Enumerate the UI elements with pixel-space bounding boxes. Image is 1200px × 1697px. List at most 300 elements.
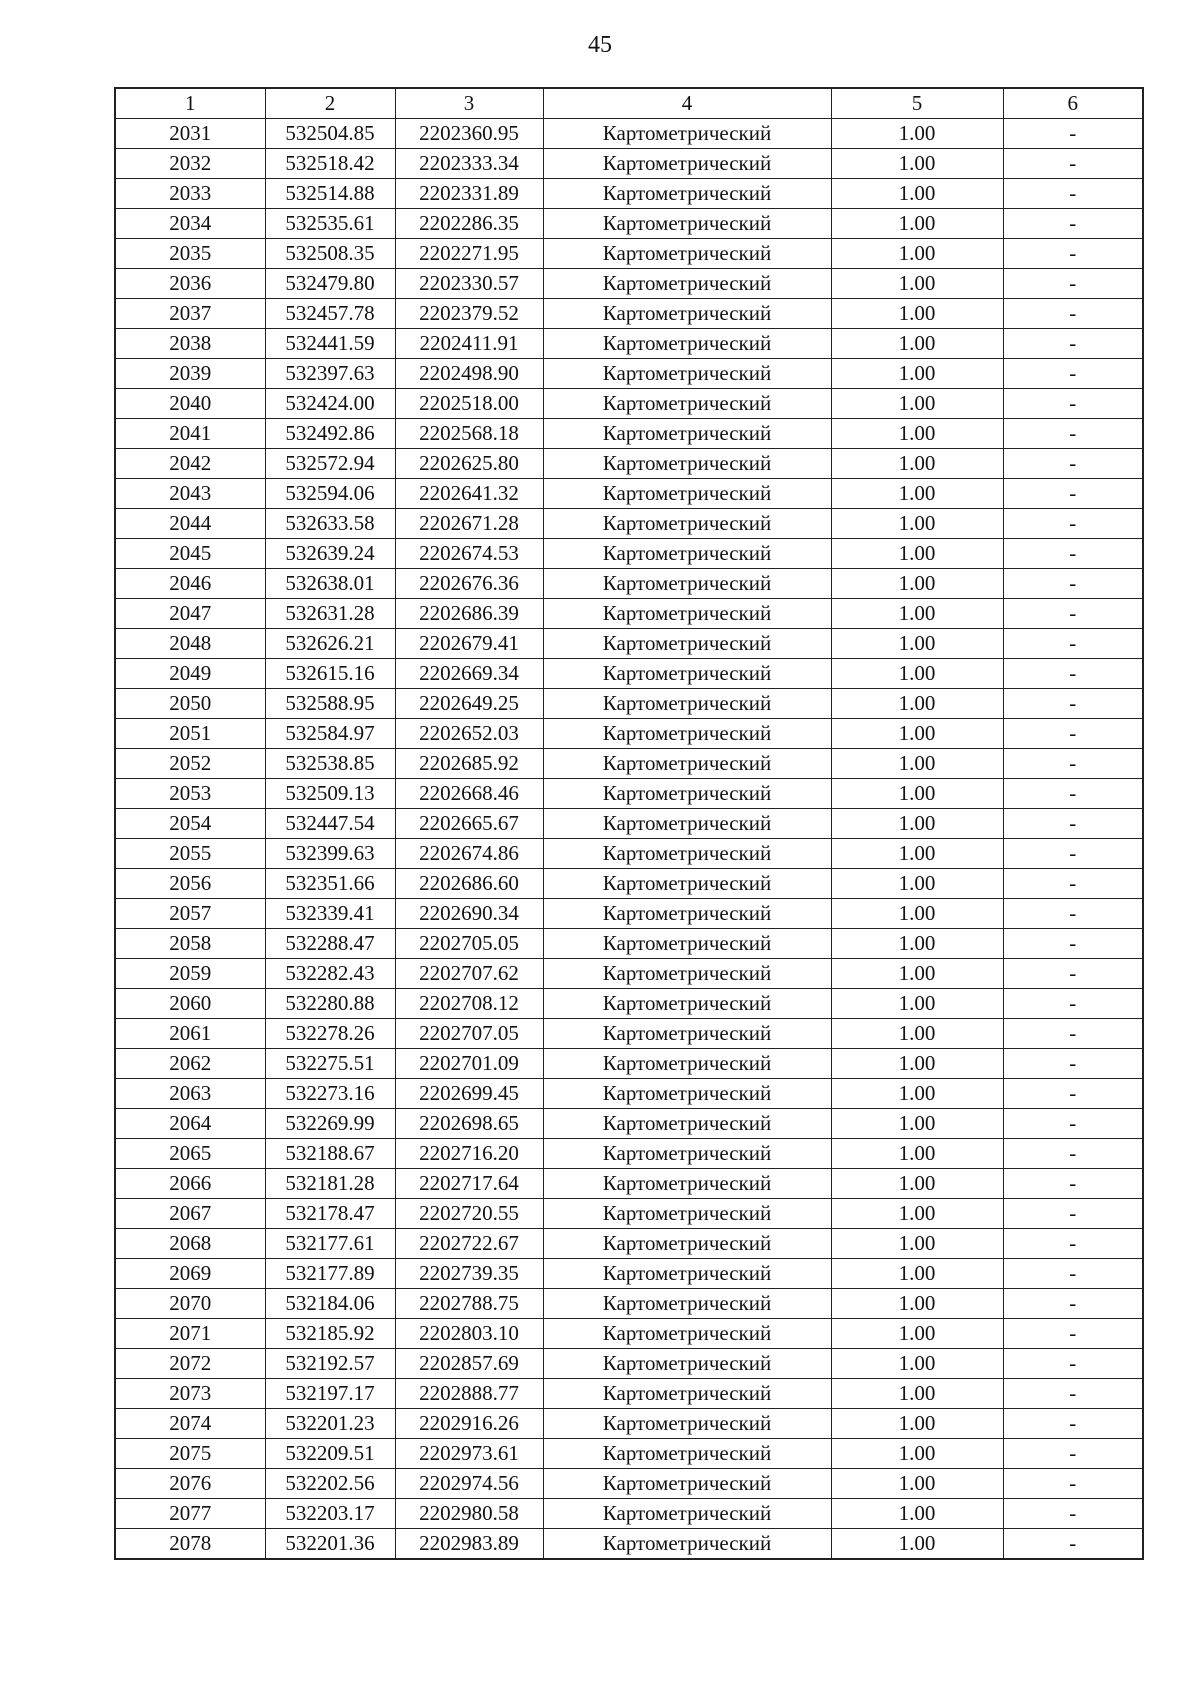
y-coordinate-cell: 2202625.80	[395, 449, 543, 479]
method-cell: Картометрический	[543, 479, 831, 509]
method-cell: Картометрический	[543, 719, 831, 749]
x-coordinate-cell: 532424.00	[265, 389, 395, 419]
method-cell: Картометрический	[543, 209, 831, 239]
method-cell: Картометрический	[543, 1289, 831, 1319]
accuracy-cell: 1.00	[831, 719, 1003, 749]
table-row	[115, 959, 1143, 989]
x-coordinate-cell: 532178.47	[265, 1199, 395, 1229]
y-coordinate-cell: 2202271.95	[395, 239, 543, 269]
accuracy-cell: 1.00	[831, 1199, 1003, 1229]
note-cell: -	[1003, 1139, 1143, 1169]
table-row	[115, 509, 1143, 539]
note-cell: -	[1003, 209, 1143, 239]
y-coordinate-cell: 2202330.57	[395, 269, 543, 299]
table-row	[115, 1139, 1143, 1169]
x-coordinate-cell: 532288.47	[265, 929, 395, 959]
x-coordinate-cell: 532518.42	[265, 149, 395, 179]
x-coordinate-cell: 532535.61	[265, 209, 395, 239]
table-row	[115, 869, 1143, 899]
y-coordinate-cell: 2202701.09	[395, 1049, 543, 1079]
note-cell: -	[1003, 179, 1143, 209]
y-coordinate-cell: 2202652.03	[395, 719, 543, 749]
method-cell: Картометрический	[543, 989, 831, 1019]
method-cell: Картометрический	[543, 779, 831, 809]
method-cell: Картометрический	[543, 1469, 831, 1499]
note-cell: -	[1003, 1349, 1143, 1379]
method-cell: Картометрический	[543, 1499, 831, 1529]
table-row	[115, 239, 1143, 269]
accuracy-cell: 1.00	[831, 959, 1003, 989]
accuracy-cell: 1.00	[831, 779, 1003, 809]
accuracy-cell: 1.00	[831, 149, 1003, 179]
x-coordinate-cell: 532201.23	[265, 1409, 395, 1439]
point-number-cell: 2077	[115, 1499, 265, 1529]
y-coordinate-cell: 2202674.53	[395, 539, 543, 569]
x-coordinate-cell: 532351.66	[265, 869, 395, 899]
x-coordinate-cell: 532447.54	[265, 809, 395, 839]
table-row	[115, 479, 1143, 509]
table-row	[115, 1439, 1143, 1469]
point-number-cell: 2067	[115, 1199, 265, 1229]
point-number-cell: 2035	[115, 239, 265, 269]
y-coordinate-cell: 2202568.18	[395, 419, 543, 449]
note-cell: -	[1003, 1319, 1143, 1349]
x-coordinate-cell: 532181.28	[265, 1169, 395, 1199]
table-row	[115, 1499, 1143, 1529]
note-cell: -	[1003, 839, 1143, 869]
note-cell: -	[1003, 239, 1143, 269]
point-number-cell: 2068	[115, 1229, 265, 1259]
x-coordinate-cell: 532282.43	[265, 959, 395, 989]
accuracy-cell: 1.00	[831, 389, 1003, 419]
method-cell: Картометрический	[543, 809, 831, 839]
method-cell: Картометрический	[543, 1319, 831, 1349]
point-number-cell: 2065	[115, 1139, 265, 1169]
table-row	[115, 929, 1143, 959]
method-cell: Картометрический	[543, 1379, 831, 1409]
method-cell: Картометрический	[543, 329, 831, 359]
x-coordinate-cell: 532203.17	[265, 1499, 395, 1529]
point-number-cell: 2048	[115, 629, 265, 659]
method-cell: Картометрический	[543, 899, 831, 929]
note-cell: -	[1003, 269, 1143, 299]
point-number-cell: 2044	[115, 509, 265, 539]
table-row	[115, 1079, 1143, 1109]
y-coordinate-cell: 2202671.28	[395, 509, 543, 539]
y-coordinate-cell: 2202686.60	[395, 869, 543, 899]
method-cell: Картометрический	[543, 419, 831, 449]
method-cell: Картометрический	[543, 269, 831, 299]
x-coordinate-cell: 532278.26	[265, 1019, 395, 1049]
accuracy-cell: 1.00	[831, 1019, 1003, 1049]
accuracy-cell: 1.00	[831, 899, 1003, 929]
method-cell: Картометрический	[543, 1109, 831, 1139]
note-cell: -	[1003, 329, 1143, 359]
y-coordinate-cell: 2202705.05	[395, 929, 543, 959]
accuracy-cell: 1.00	[831, 359, 1003, 389]
x-coordinate-cell: 532397.63	[265, 359, 395, 389]
accuracy-cell: 1.00	[831, 1469, 1003, 1499]
y-coordinate-cell: 2202974.56	[395, 1469, 543, 1499]
table-row	[115, 1169, 1143, 1199]
table-row	[115, 1019, 1143, 1049]
accuracy-cell: 1.00	[831, 1349, 1003, 1379]
table-row	[115, 809, 1143, 839]
x-coordinate-cell: 532280.88	[265, 989, 395, 1019]
accuracy-cell: 1.00	[831, 929, 1003, 959]
note-cell: -	[1003, 809, 1143, 839]
method-cell: Картометрический	[543, 1049, 831, 1079]
y-coordinate-cell: 2202518.00	[395, 389, 543, 419]
method-cell: Картометрический	[543, 869, 831, 899]
point-number-cell: 2078	[115, 1529, 265, 1560]
note-cell: -	[1003, 869, 1143, 899]
x-coordinate-cell: 532188.67	[265, 1139, 395, 1169]
x-coordinate-cell: 532269.99	[265, 1109, 395, 1139]
note-cell: -	[1003, 659, 1143, 689]
table-row	[115, 1319, 1143, 1349]
point-number-cell: 2074	[115, 1409, 265, 1439]
accuracy-cell: 1.00	[831, 809, 1003, 839]
x-coordinate-cell: 532479.80	[265, 269, 395, 299]
y-coordinate-cell: 2202722.67	[395, 1229, 543, 1259]
accuracy-cell: 1.00	[831, 1379, 1003, 1409]
point-number-cell: 2037	[115, 299, 265, 329]
table-row	[115, 599, 1143, 629]
point-number-cell: 2064	[115, 1109, 265, 1139]
y-coordinate-cell: 2202716.20	[395, 1139, 543, 1169]
note-cell: -	[1003, 119, 1143, 149]
table-row	[115, 569, 1143, 599]
point-number-cell: 2045	[115, 539, 265, 569]
y-coordinate-cell: 2202669.34	[395, 659, 543, 689]
accuracy-cell: 1.00	[831, 1139, 1003, 1169]
point-number-cell: 2061	[115, 1019, 265, 1049]
x-coordinate-cell: 532209.51	[265, 1439, 395, 1469]
method-cell: Картометрический	[543, 569, 831, 599]
x-coordinate-cell: 532639.24	[265, 539, 395, 569]
table-row	[115, 1409, 1143, 1439]
table-row	[115, 659, 1143, 689]
y-coordinate-cell: 2202698.65	[395, 1109, 543, 1139]
x-coordinate-cell: 532399.63	[265, 839, 395, 869]
note-cell: -	[1003, 1529, 1143, 1560]
accuracy-cell: 1.00	[831, 1229, 1003, 1259]
x-coordinate-cell: 532197.17	[265, 1379, 395, 1409]
x-coordinate-cell: 532201.36	[265, 1529, 395, 1560]
point-number-cell: 2056	[115, 869, 265, 899]
note-cell: -	[1003, 1109, 1143, 1139]
y-coordinate-cell: 2202983.89	[395, 1529, 543, 1560]
y-coordinate-cell: 2202498.90	[395, 359, 543, 389]
accuracy-cell: 1.00	[831, 539, 1003, 569]
accuracy-cell: 1.00	[831, 509, 1003, 539]
method-cell: Картометрический	[543, 1169, 831, 1199]
table-row	[115, 719, 1143, 749]
point-number-cell: 2071	[115, 1319, 265, 1349]
y-coordinate-cell: 2202720.55	[395, 1199, 543, 1229]
accuracy-cell: 1.00	[831, 869, 1003, 899]
point-number-cell: 2075	[115, 1439, 265, 1469]
note-cell: -	[1003, 1409, 1143, 1439]
table-header	[115, 88, 1143, 119]
note-cell: -	[1003, 419, 1143, 449]
point-number-cell: 2063	[115, 1079, 265, 1109]
page-number: 45	[588, 32, 612, 58]
x-coordinate-cell: 532514.88	[265, 179, 395, 209]
note-cell: -	[1003, 539, 1143, 569]
point-number-cell: 2054	[115, 809, 265, 839]
accuracy-cell: 1.00	[831, 569, 1003, 599]
y-coordinate-cell: 2202686.39	[395, 599, 543, 629]
table-row	[115, 1049, 1143, 1079]
note-cell: -	[1003, 1169, 1143, 1199]
point-number-cell: 2062	[115, 1049, 265, 1079]
note-cell: -	[1003, 569, 1143, 599]
method-cell: Картометрический	[543, 509, 831, 539]
x-coordinate-cell: 532339.41	[265, 899, 395, 929]
note-cell: -	[1003, 1199, 1143, 1229]
accuracy-cell: 1.00	[831, 659, 1003, 689]
table-row	[115, 299, 1143, 329]
x-coordinate-cell: 532638.01	[265, 569, 395, 599]
note-cell: -	[1003, 1019, 1143, 1049]
note-cell: -	[1003, 749, 1143, 779]
accuracy-cell: 1.00	[831, 1289, 1003, 1319]
y-coordinate-cell: 2202708.12	[395, 989, 543, 1019]
note-cell: -	[1003, 779, 1143, 809]
note-cell: -	[1003, 1439, 1143, 1469]
column-header: 5	[831, 88, 1003, 119]
y-coordinate-cell: 2202668.46	[395, 779, 543, 809]
method-cell: Картометрический	[543, 449, 831, 479]
x-coordinate-cell: 532538.85	[265, 749, 395, 779]
method-cell: Картометрический	[543, 359, 831, 389]
y-coordinate-cell: 2202739.35	[395, 1259, 543, 1289]
point-number-cell: 2033	[115, 179, 265, 209]
note-cell: -	[1003, 1379, 1143, 1409]
y-coordinate-cell: 2202916.26	[395, 1409, 543, 1439]
accuracy-cell: 1.00	[831, 299, 1003, 329]
x-coordinate-cell: 532584.97	[265, 719, 395, 749]
table-row	[115, 119, 1143, 149]
y-coordinate-cell: 2202788.75	[395, 1289, 543, 1319]
table-row	[115, 1529, 1143, 1560]
accuracy-cell: 1.00	[831, 839, 1003, 869]
accuracy-cell: 1.00	[831, 1529, 1003, 1560]
method-cell: Картометрический	[543, 1019, 831, 1049]
table-row	[115, 1199, 1143, 1229]
note-cell: -	[1003, 989, 1143, 1019]
method-cell: Картометрический	[543, 1079, 831, 1109]
note-cell: -	[1003, 1049, 1143, 1079]
table-row	[115, 419, 1143, 449]
y-coordinate-cell: 2202707.05	[395, 1019, 543, 1049]
point-number-cell: 2073	[115, 1379, 265, 1409]
point-number-cell: 2042	[115, 449, 265, 479]
table-row	[115, 179, 1143, 209]
point-number-cell: 2072	[115, 1349, 265, 1379]
point-number-cell: 2053	[115, 779, 265, 809]
y-coordinate-cell: 2202331.89	[395, 179, 543, 209]
table-row	[115, 149, 1143, 179]
x-coordinate-cell: 532572.94	[265, 449, 395, 479]
method-cell: Картометрический	[543, 119, 831, 149]
accuracy-cell: 1.00	[831, 179, 1003, 209]
accuracy-cell: 1.00	[831, 479, 1003, 509]
point-number-cell: 2036	[115, 269, 265, 299]
point-number-cell: 2069	[115, 1259, 265, 1289]
table-row	[115, 1109, 1143, 1139]
point-number-cell: 2049	[115, 659, 265, 689]
accuracy-cell: 1.00	[831, 419, 1003, 449]
note-cell: -	[1003, 1469, 1143, 1499]
accuracy-cell: 1.00	[831, 239, 1003, 269]
table-row	[115, 989, 1143, 1019]
table-row	[115, 1469, 1143, 1499]
accuracy-cell: 1.00	[831, 1439, 1003, 1469]
point-number-cell: 2057	[115, 899, 265, 929]
accuracy-cell: 1.00	[831, 1049, 1003, 1079]
table-row	[115, 539, 1143, 569]
accuracy-cell: 1.00	[831, 599, 1003, 629]
table-row	[115, 1289, 1143, 1319]
y-coordinate-cell: 2202803.10	[395, 1319, 543, 1349]
note-cell: -	[1003, 599, 1143, 629]
column-header: 2	[265, 88, 395, 119]
note-cell: -	[1003, 1079, 1143, 1109]
note-cell: -	[1003, 719, 1143, 749]
accuracy-cell: 1.00	[831, 1409, 1003, 1439]
accuracy-cell: 1.00	[831, 329, 1003, 359]
accuracy-cell: 1.00	[831, 1499, 1003, 1529]
x-coordinate-cell: 532177.61	[265, 1229, 395, 1259]
x-coordinate-cell: 532588.95	[265, 689, 395, 719]
note-cell: -	[1003, 959, 1143, 989]
note-cell: -	[1003, 629, 1143, 659]
coordinates-table	[114, 87, 1144, 1560]
x-coordinate-cell: 532273.16	[265, 1079, 395, 1109]
x-coordinate-cell: 532508.35	[265, 239, 395, 269]
y-coordinate-cell: 2202649.25	[395, 689, 543, 719]
point-number-cell: 2032	[115, 149, 265, 179]
note-cell: -	[1003, 299, 1143, 329]
note-cell: -	[1003, 1289, 1143, 1319]
method-cell: Картометрический	[543, 539, 831, 569]
table-row	[115, 269, 1143, 299]
table-row	[115, 899, 1143, 929]
point-number-cell: 2055	[115, 839, 265, 869]
table-row	[115, 1379, 1143, 1409]
x-coordinate-cell: 532184.06	[265, 1289, 395, 1319]
method-cell: Картометрический	[543, 239, 831, 269]
y-coordinate-cell: 2202679.41	[395, 629, 543, 659]
method-cell: Картометрический	[543, 299, 831, 329]
method-cell: Картометрический	[543, 749, 831, 779]
table-row	[115, 629, 1143, 659]
method-cell: Картометрический	[543, 1349, 831, 1379]
y-coordinate-cell: 2202333.34	[395, 149, 543, 179]
note-cell: -	[1003, 899, 1143, 929]
method-cell: Картометрический	[543, 389, 831, 419]
accuracy-cell: 1.00	[831, 449, 1003, 479]
method-cell: Картометрический	[543, 839, 831, 869]
note-cell: -	[1003, 1499, 1143, 1529]
y-coordinate-cell: 2202685.92	[395, 749, 543, 779]
method-cell: Картометрический	[543, 929, 831, 959]
point-number-cell: 2043	[115, 479, 265, 509]
table-row	[115, 449, 1143, 479]
table-row	[115, 329, 1143, 359]
x-coordinate-cell: 532631.28	[265, 599, 395, 629]
table-row	[115, 1349, 1143, 1379]
note-cell: -	[1003, 509, 1143, 539]
y-coordinate-cell: 2202411.91	[395, 329, 543, 359]
y-coordinate-cell: 2202888.77	[395, 1379, 543, 1409]
point-number-cell: 2039	[115, 359, 265, 389]
x-coordinate-cell: 532202.56	[265, 1469, 395, 1499]
table-row	[115, 749, 1143, 779]
point-number-cell: 2076	[115, 1469, 265, 1499]
column-header: 4	[543, 88, 831, 119]
table-body	[115, 119, 1143, 1560]
method-cell: Картометрический	[543, 659, 831, 689]
table-row	[115, 359, 1143, 389]
note-cell: -	[1003, 689, 1143, 719]
x-coordinate-cell: 532615.16	[265, 659, 395, 689]
accuracy-cell: 1.00	[831, 689, 1003, 719]
point-number-cell: 2051	[115, 719, 265, 749]
y-coordinate-cell: 2202707.62	[395, 959, 543, 989]
method-cell: Картометрический	[543, 1259, 831, 1289]
column-header: 3	[395, 88, 543, 119]
table-row	[115, 1229, 1143, 1259]
y-coordinate-cell: 2202699.45	[395, 1079, 543, 1109]
method-cell: Картометрический	[543, 689, 831, 719]
y-coordinate-cell: 2202286.35	[395, 209, 543, 239]
accuracy-cell: 1.00	[831, 989, 1003, 1019]
x-coordinate-cell: 532509.13	[265, 779, 395, 809]
accuracy-cell: 1.00	[831, 269, 1003, 299]
x-coordinate-cell: 532594.06	[265, 479, 395, 509]
y-coordinate-cell: 2202674.86	[395, 839, 543, 869]
point-number-cell: 2041	[115, 419, 265, 449]
point-number-cell: 2046	[115, 569, 265, 599]
method-cell: Картометрический	[543, 599, 831, 629]
accuracy-cell: 1.00	[831, 1259, 1003, 1289]
point-number-cell: 2066	[115, 1169, 265, 1199]
method-cell: Картометрический	[543, 629, 831, 659]
y-coordinate-cell: 2202857.69	[395, 1349, 543, 1379]
note-cell: -	[1003, 929, 1143, 959]
method-cell: Картометрический	[543, 1139, 831, 1169]
point-number-cell: 2052	[115, 749, 265, 779]
table-row	[115, 779, 1143, 809]
accuracy-cell: 1.00	[831, 749, 1003, 779]
x-coordinate-cell: 532626.21	[265, 629, 395, 659]
column-header: 1	[115, 88, 265, 119]
y-coordinate-cell: 2202980.58	[395, 1499, 543, 1529]
point-number-cell: 2059	[115, 959, 265, 989]
method-cell: Картометрический	[543, 959, 831, 989]
x-coordinate-cell: 532492.86	[265, 419, 395, 449]
point-number-cell: 2031	[115, 119, 265, 149]
accuracy-cell: 1.00	[831, 1109, 1003, 1139]
accuracy-cell: 1.00	[831, 119, 1003, 149]
method-cell: Картометрический	[543, 179, 831, 209]
accuracy-cell: 1.00	[831, 1079, 1003, 1109]
point-number-cell: 2047	[115, 599, 265, 629]
